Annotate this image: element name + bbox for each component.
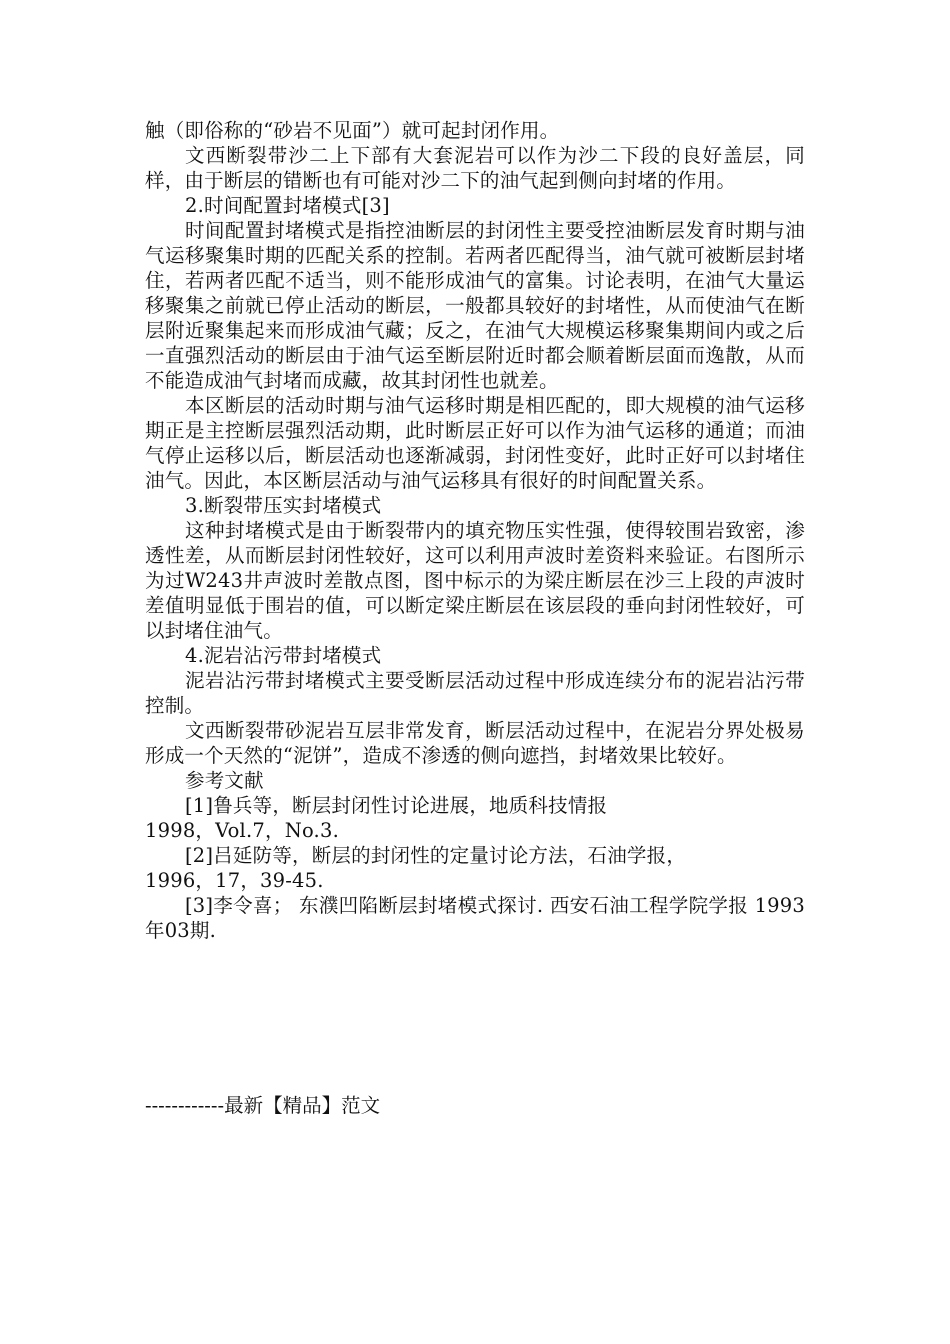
paragraph-time-config: 时间配置封堵模式是指控油断层的封闭性主要受控油断层发育时期与油气运移聚集时期的匹配关系的控制。若两者匹配得当，油气就可被断层封堵住，若两者匹配不适当，则不能形成油气的富集。讨论表明，在油气大量运移聚集之前就已停止活动的断层，一般都具较好的封堵性，从而使油气在断层附近聚集起来而形成油气藏；反之，在油气大规模运移聚集期间内或之后一直强烈活动的断层由于油气运至断层附近时都会顺着断层面而逸散，从而不能造成油气封堵而成藏，故其封闭性也就差。 (145, 219, 805, 392)
reference-2: [2]吕延防等，断层的封闭性的定量讨论方法，石油学报， (185, 844, 687, 867)
reference-2-continuation: 1996，17，39-45. (145, 869, 324, 892)
reference-1-continuation: 1998，Vol.7，No.3. (145, 819, 339, 842)
paragraph-mud-cake: 文西断裂带砂泥岩互层非常发育，断层活动过程中，在泥岩分界处极易形成一个天然的“泥饼”，造成不渗透的侧向遮挡，封堵效果比较好。 (145, 719, 805, 767)
document-body (145, 118, 805, 943)
paragraph-continuation: 触（即俗称的“砂岩不见面”）就可起封闭作用。 (145, 119, 560, 142)
references-heading: 参考文献 (185, 769, 264, 792)
reference-1: [1]鲁兵等，断层封闭性讨论进展，地质科技情报 (185, 794, 608, 817)
reference-3: [3]李令喜； 东濮凹陷断层封堵模式探讨. 西安石油工程学院学报 1993年03期. (145, 894, 805, 942)
footer-banner: ------------最新【精品】范文 (145, 1094, 381, 1117)
section-heading-mudstone-smear: 4.泥岩沾污带封堵模式 (185, 644, 382, 667)
section-heading-compaction: 3.断裂带压实封堵模式 (185, 494, 382, 517)
paragraph-seal-caprock: 文西断裂带沙二上下部有大套泥岩可以作为沙二下段的良好盖层，同样，由于断层的错断也有可能对沙二下的油气起到侧向封堵的作用。 (145, 144, 805, 192)
paragraph-compaction: 这种封堵模式是由于断裂带内的填充物压实性强，使得较围岩致密，渗透性差，从而断层封闭性较好，这可以利用声波时差资料来验证。右图所示为过W243井声波时差散点图，图中标示的为梁庄断层在沙三上段的声波时差值明显低于围岩的值，可以断定梁庄断层在该层段的垂向封闭性较好，可以封堵住油气。 (145, 519, 805, 642)
paragraph-mudstone-smear: 泥岩沾污带封堵模式主要受断层活动过程中形成连续分布的泥岩沾污带控制。 (145, 669, 805, 717)
paragraph-region-activity: 本区断层的活动时期与油气运移时期是相匹配的，即大规模的油气运移期正是主控断层强烈活动期，此时断层正好可以作为油气运移的通道；而油气停止运移以后，断层活动也逐渐减弱，封闭性变好，此时正好可以封堵住油气。因此，本区断层活动与油气运移具有很好的时间配置关系。 (145, 394, 805, 492)
section-heading-time-config: 2.时间配置封堵模式[3] (185, 194, 390, 217)
